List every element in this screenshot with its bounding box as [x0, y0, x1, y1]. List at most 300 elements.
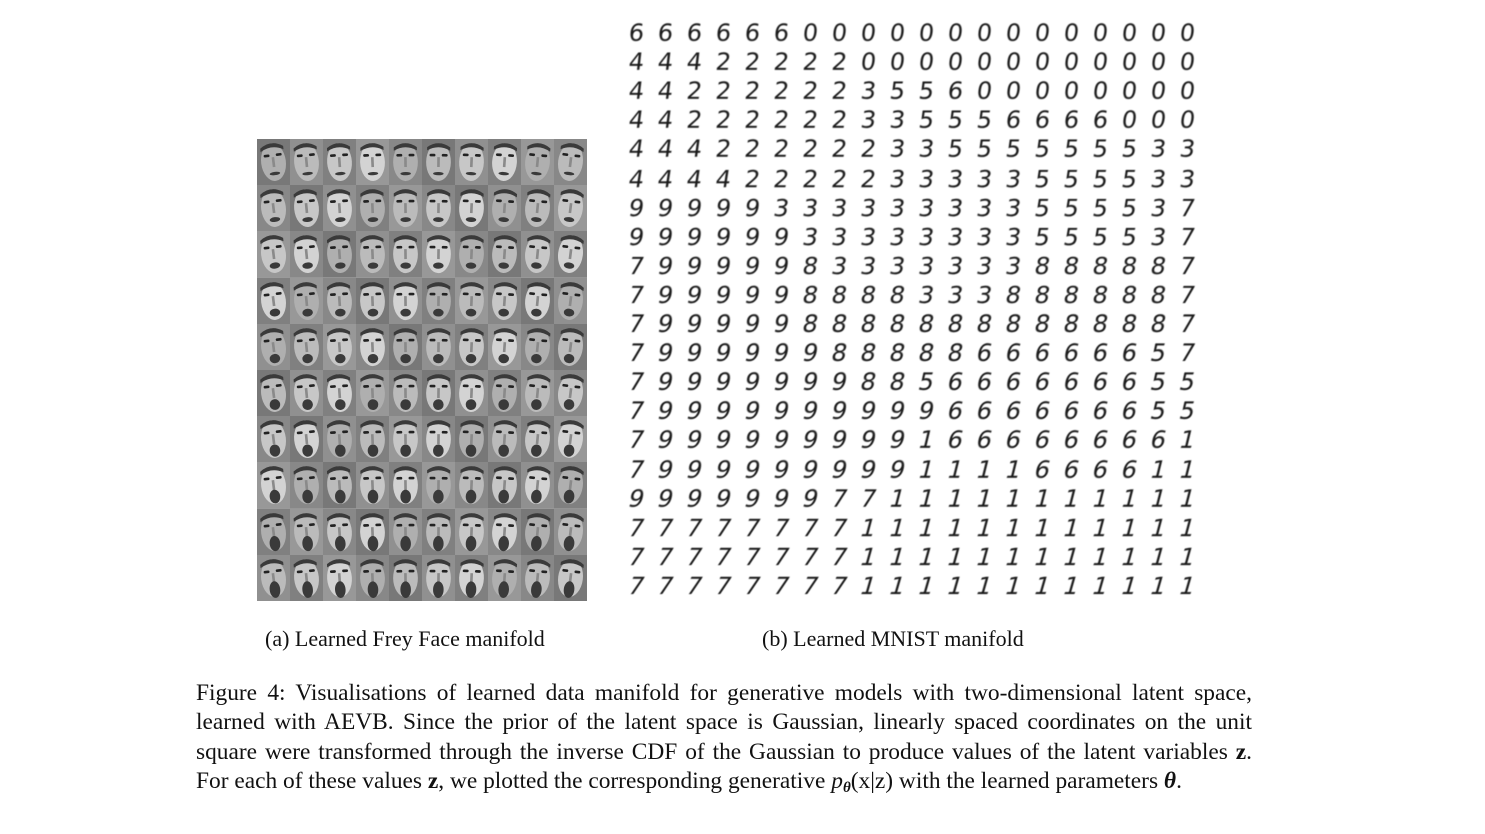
p-symbol: p	[831, 767, 843, 794]
face-sample	[521, 324, 554, 370]
face-sample	[356, 462, 389, 508]
digit-sample: 8	[887, 280, 908, 309]
face-sample	[422, 416, 455, 462]
digit-sample: 9	[828, 367, 851, 396]
digit-sample: 0	[1178, 47, 1197, 76]
digit-sample: 3	[916, 164, 937, 193]
digit-sample: 3	[887, 222, 908, 251]
digit-sample: 3	[1148, 164, 1169, 193]
face-sample	[455, 462, 488, 508]
digit-sample: 7	[1177, 280, 1198, 309]
digit-sample: 0	[830, 18, 849, 47]
caption-text-1: Figure 4: Visualisations of learned data manifold for generative models with two-dimensional latent space, learned with AEVB. Since the prior of the latent space is Gaussian, linearly spaced coordinates on the unit square were transformed through the inverse CDF of the Gaussian to produce values of the latent variables	[196, 680, 1252, 765]
digit-sample: 9	[799, 367, 822, 396]
digit-sample: 0	[859, 47, 878, 76]
face-sample	[257, 231, 290, 277]
digit-sample: 9	[857, 396, 880, 425]
digit-sample: 1	[1001, 542, 1026, 571]
digit-sample: 8	[1119, 309, 1140, 338]
digit-sample: 3	[1177, 164, 1198, 193]
face-sample	[422, 231, 455, 277]
face-sample	[356, 555, 389, 601]
p-arguments: (x|z)	[850, 767, 894, 794]
digit-sample: 1	[1118, 484, 1141, 513]
digit-sample: 8	[916, 309, 937, 338]
digit-sample: 6	[1002, 425, 1025, 454]
digit-sample: 4	[685, 47, 704, 76]
digit-sample: 4	[626, 134, 647, 163]
digit-sample: 2	[742, 105, 763, 134]
digit-sample: 9	[799, 425, 822, 454]
digit-sample: 7	[711, 542, 736, 571]
digit-sample: 9	[654, 396, 677, 425]
face-sample	[257, 324, 290, 370]
digit-sample: 9	[915, 396, 938, 425]
face-sample	[422, 509, 455, 555]
digit-sample: 0	[1148, 105, 1169, 134]
digit-sample: 7	[798, 571, 823, 600]
digit-sample: 1	[973, 455, 996, 484]
digit-sample: 0	[1062, 76, 1081, 105]
digit-sample: 3	[858, 105, 879, 134]
face-sample	[323, 370, 356, 416]
face-sample	[488, 185, 521, 231]
face-sample	[521, 462, 554, 508]
digit-sample: 4	[626, 105, 647, 134]
digit-sample: 6	[743, 18, 762, 47]
digit-sample: 7	[769, 542, 794, 571]
digit-sample: 5	[888, 76, 907, 105]
digit-sample: 0	[1062, 47, 1081, 76]
digit-sample: 2	[684, 105, 705, 134]
digit-sample: 8	[945, 309, 966, 338]
digit-sample: 9	[654, 425, 677, 454]
digit-sample: 1	[973, 513, 996, 542]
digit-sample: 9	[886, 396, 909, 425]
digit-sample: 8	[1119, 280, 1140, 309]
latent-z-symbol: z	[427, 767, 439, 794]
digit-sample: 0	[1091, 76, 1110, 105]
digit-sample: 1	[1002, 513, 1025, 542]
digit-sample: 1	[1176, 513, 1199, 542]
digit-sample: 5	[917, 76, 936, 105]
face-sample	[521, 509, 554, 555]
digit-sample: 6	[1031, 396, 1054, 425]
digit-sample: 0	[1120, 47, 1139, 76]
digit-sample: 9	[712, 367, 735, 396]
digit-sample: 0	[1033, 47, 1052, 76]
digit-sample: 9	[770, 396, 793, 425]
digit-sample: 4	[656, 76, 675, 105]
digit-sample: 6	[944, 396, 967, 425]
digit-sample: 3	[771, 193, 792, 222]
digit-sample: 1	[914, 571, 939, 600]
digit-sample: 3	[1003, 251, 1024, 280]
digit-sample: 9	[799, 455, 822, 484]
digit-sample: 9	[771, 280, 792, 309]
digit-sample: 1	[886, 513, 909, 542]
digit-sample: 1	[1176, 455, 1199, 484]
digit-sample: 8	[1032, 309, 1053, 338]
digit-sample: 0	[1091, 47, 1110, 76]
digit-sample: 8	[857, 338, 880, 367]
digit-sample: 9	[626, 222, 647, 251]
face-sample	[290, 555, 323, 601]
digit-sample: 5	[1119, 164, 1140, 193]
face-sample	[290, 416, 323, 462]
digit-sample: 7	[624, 571, 649, 600]
digit-sample: 6	[772, 18, 791, 47]
digit-sample: 1	[944, 484, 967, 513]
digit-sample: 3	[858, 251, 879, 280]
digit-sample: 2	[772, 47, 791, 76]
digit-sample: 7	[1177, 251, 1198, 280]
digit-sample: 1	[1002, 484, 1025, 513]
face-sample	[422, 278, 455, 324]
digit-sample: 1	[1089, 513, 1112, 542]
digit-sample: 3	[974, 164, 995, 193]
caption-text-2: . For each of these values	[196, 738, 1252, 794]
digit-sample: 9	[742, 251, 763, 280]
digit-sample: 5	[974, 134, 995, 163]
digit-sample: 9	[741, 455, 764, 484]
digit-sample: 9	[742, 280, 763, 309]
face-sample	[389, 324, 422, 370]
digit-sample: 8	[1090, 280, 1111, 309]
digit-sample: 9	[654, 367, 677, 396]
face-sample	[356, 231, 389, 277]
face-sample	[488, 462, 521, 508]
face-sample	[554, 139, 587, 185]
digit-sample: 0	[1004, 18, 1023, 47]
digit-sample: 3	[858, 222, 879, 251]
digit-sample: 6	[946, 76, 965, 105]
face-sample	[455, 509, 488, 555]
digit-sample: 9	[713, 222, 734, 251]
face-sample	[389, 370, 422, 416]
digit-sample: 9	[654, 338, 677, 367]
digit-sample: 6	[1060, 367, 1083, 396]
digit-sample: 2	[829, 134, 850, 163]
digit-sample: 9	[654, 455, 677, 484]
face-sample	[290, 370, 323, 416]
digit-sample: 3	[859, 76, 878, 105]
digit-sample: 2	[829, 105, 850, 134]
digit-sample: 6	[1118, 425, 1141, 454]
digit-sample: 9	[713, 251, 734, 280]
digit-sample: 2	[771, 164, 792, 193]
face-sample	[422, 185, 455, 231]
face-sample	[521, 278, 554, 324]
digit-sample: 6	[944, 425, 967, 454]
caption-text-3: , we plotted the corresponding generative	[438, 767, 832, 794]
face-sample	[554, 278, 587, 324]
digit-sample: 5	[1119, 193, 1140, 222]
digit-sample: 3	[974, 251, 995, 280]
digit-sample: 5	[915, 367, 938, 396]
digit-sample: 3	[945, 222, 966, 251]
digit-sample: 8	[1148, 280, 1169, 309]
digit-sample: 1	[1147, 484, 1170, 513]
digit-sample: 7	[741, 513, 764, 542]
digit-sample: 6	[1089, 455, 1112, 484]
digit-sample: 1	[1088, 542, 1113, 571]
digit-sample: 8	[858, 309, 879, 338]
face-sample	[422, 555, 455, 601]
digit-sample: 9	[683, 455, 706, 484]
digit-sample: 6	[1060, 425, 1083, 454]
face-sample	[356, 324, 389, 370]
digit-sample: 6	[714, 18, 733, 47]
digit-sample: 5	[1032, 134, 1053, 163]
face-sample	[521, 416, 554, 462]
digit-sample: 5	[1147, 338, 1170, 367]
face-sample	[389, 185, 422, 231]
digit-sample: 0	[888, 47, 907, 76]
digit-sample: 0	[1178, 18, 1197, 47]
face-sample	[257, 139, 290, 185]
face-sample	[554, 231, 587, 277]
digit-sample: 9	[857, 455, 880, 484]
mnist-digit-grid	[622, 18, 1202, 600]
digit-sample: 3	[945, 251, 966, 280]
digit-sample: 9	[655, 222, 676, 251]
digit-sample: 1	[972, 542, 997, 571]
digit-sample: 0	[1120, 18, 1139, 47]
face-sample	[257, 416, 290, 462]
face-sample	[455, 555, 488, 601]
face-sample	[554, 555, 587, 601]
digit-sample: 3	[974, 193, 995, 222]
digit-sample: 9	[741, 396, 764, 425]
digit-sample: 9	[771, 251, 792, 280]
digit-sample: 1	[1146, 542, 1171, 571]
digit-sample: 9	[625, 484, 648, 513]
digit-sample: 5	[1032, 222, 1053, 251]
digit-sample: 5	[945, 105, 966, 134]
digit-sample: 5	[1003, 134, 1024, 163]
digit-sample: 8	[858, 280, 879, 309]
digit-sample: 5	[945, 134, 966, 163]
digit-sample: 4	[713, 164, 734, 193]
face-sample	[323, 185, 356, 231]
digit-sample: 9	[770, 367, 793, 396]
digit-sample: 8	[1090, 309, 1111, 338]
digit-sample: 6	[973, 396, 996, 425]
digit-sample: 2	[829, 164, 850, 193]
face-sample	[455, 278, 488, 324]
digit-sample: 0	[1033, 18, 1052, 47]
digit-sample: 3	[945, 280, 966, 309]
face-sample	[488, 278, 521, 324]
digit-sample: 7	[770, 513, 793, 542]
face-sample	[521, 185, 554, 231]
digit-sample: 4	[684, 134, 705, 163]
digit-sample: 2	[830, 47, 849, 76]
digit-sample: 2	[800, 105, 821, 134]
digit-sample: 1	[944, 513, 967, 542]
face-sample	[455, 416, 488, 462]
face-sample	[290, 231, 323, 277]
digit-sample: 8	[1003, 280, 1024, 309]
digit-sample: 1	[1031, 484, 1054, 513]
digit-sample: 3	[1148, 134, 1169, 163]
digit-sample: 7	[1177, 193, 1198, 222]
digit-sample: 1	[943, 571, 968, 600]
digit-sample: 1	[915, 484, 938, 513]
digit-sample: 9	[683, 425, 706, 454]
digit-sample: 7	[624, 542, 649, 571]
digit-sample: 8	[829, 309, 850, 338]
face-sample	[389, 509, 422, 555]
digit-sample: 9	[828, 455, 851, 484]
digit-sample: 5	[1061, 193, 1082, 222]
subfigure-a-caption: (a) Learned Frey Face manifold	[265, 626, 545, 651]
digit-sample: 6	[656, 18, 675, 47]
digit-sample: 1	[1001, 571, 1026, 600]
digit-sample: 9	[799, 396, 822, 425]
digit-sample: 7	[625, 513, 648, 542]
digit-sample: 4	[655, 134, 676, 163]
digit-sample: 6	[1002, 338, 1025, 367]
digit-sample: 9	[741, 425, 764, 454]
digit-sample: 9	[712, 484, 735, 513]
digit-sample: 4	[656, 47, 675, 76]
digit-sample: 8	[1032, 280, 1053, 309]
digit-sample: 2	[714, 76, 733, 105]
face-sample	[521, 139, 554, 185]
face-sample	[422, 139, 455, 185]
face-sample	[389, 462, 422, 508]
face-sample	[455, 324, 488, 370]
digit-sample: 7	[1177, 222, 1198, 251]
digit-sample: 1	[856, 542, 881, 571]
digit-sample: 5	[1147, 396, 1170, 425]
digit-sample: 3	[916, 134, 937, 163]
digit-sample: 2	[742, 164, 763, 193]
digit-sample: 9	[771, 222, 792, 251]
face-sample	[323, 462, 356, 508]
digit-sample: 6	[1118, 367, 1141, 396]
digit-sample: 7	[654, 513, 677, 542]
face-sample	[521, 555, 554, 601]
digit-sample: 9	[713, 309, 734, 338]
digit-sample: 2	[685, 76, 704, 105]
digit-sample: 6	[1147, 425, 1170, 454]
face-sample	[455, 139, 488, 185]
digit-sample: 0	[859, 18, 878, 47]
digit-sample: 3	[974, 222, 995, 251]
digit-sample: 5	[1090, 193, 1111, 222]
face-sample	[323, 139, 356, 185]
digit-sample: 6	[1031, 367, 1054, 396]
face-sample	[455, 231, 488, 277]
digit-sample: 9	[741, 338, 764, 367]
digit-sample: 8	[800, 251, 821, 280]
digit-sample: 8	[1061, 251, 1082, 280]
digit-sample: 8	[829, 280, 850, 309]
digit-sample: 3	[1177, 134, 1198, 163]
digit-sample: 9	[683, 367, 706, 396]
digit-sample: 6	[1002, 396, 1025, 425]
caption-text-5: .	[1176, 767, 1182, 794]
digit-sample: 6	[1118, 455, 1141, 484]
digit-sample: 8	[1003, 309, 1024, 338]
digit-sample: 9	[683, 338, 706, 367]
digit-sample: 6	[1003, 105, 1024, 134]
digit-sample: 9	[799, 338, 822, 367]
digit-sample: 5	[1061, 164, 1082, 193]
digit-sample: 0	[1004, 47, 1023, 76]
digit-sample: 3	[916, 222, 937, 251]
face-sample	[521, 370, 554, 416]
digit-sample: 8	[886, 338, 909, 367]
digit-sample: 6	[973, 425, 996, 454]
digit-sample: 8	[886, 367, 909, 396]
face-sample	[389, 139, 422, 185]
digit-sample: 2	[772, 76, 791, 105]
digit-sample: 5	[1032, 193, 1053, 222]
face-sample	[488, 370, 521, 416]
digit-sample: 7	[828, 513, 851, 542]
face-sample	[422, 370, 455, 416]
digit-sample: 3	[858, 193, 879, 222]
digit-sample: 7	[625, 367, 648, 396]
face-sample	[323, 231, 356, 277]
digit-sample: 2	[800, 134, 821, 163]
digit-sample: 3	[887, 164, 908, 193]
mnist-manifold-image	[622, 18, 1202, 600]
face-sample	[356, 139, 389, 185]
digit-sample: 9	[684, 280, 705, 309]
digit-sample: 2	[830, 76, 849, 105]
digit-sample: 1	[1059, 542, 1084, 571]
digit-sample: 4	[627, 47, 646, 76]
digit-sample: 9	[713, 280, 734, 309]
face-sample	[356, 509, 389, 555]
digit-sample: 8	[887, 309, 908, 338]
digit-sample: 5	[1119, 134, 1140, 163]
digit-sample: 0	[946, 47, 965, 76]
digit-sample: 0	[801, 18, 820, 47]
digit-sample: 2	[771, 105, 792, 134]
subfigure-b-caption: (b) Learned MNIST manifold	[762, 626, 1024, 651]
digit-sample: 5	[1090, 134, 1111, 163]
digit-sample: 6	[1089, 338, 1112, 367]
digit-sample: 1	[1030, 571, 1055, 600]
digit-sample: 9	[857, 425, 880, 454]
digit-sample: 7	[857, 484, 880, 513]
digit-sample: 9	[771, 309, 792, 338]
face-sample	[422, 462, 455, 508]
digit-sample: 7	[626, 280, 647, 309]
digit-sample: 0	[946, 18, 965, 47]
digit-sample: 1	[1176, 425, 1199, 454]
digit-sample: 7	[683, 513, 706, 542]
digit-sample: 0	[975, 47, 994, 76]
face-sample	[323, 324, 356, 370]
digit-sample: 1	[1031, 513, 1054, 542]
digit-sample: 6	[1031, 455, 1054, 484]
digit-sample: 9	[712, 396, 735, 425]
digit-sample: 2	[743, 47, 762, 76]
digit-sample: 2	[714, 47, 733, 76]
face-sample	[554, 462, 587, 508]
digit-sample: 9	[683, 396, 706, 425]
face-sample	[488, 416, 521, 462]
digit-sample: 7	[625, 425, 648, 454]
digit-sample: 7	[625, 396, 648, 425]
